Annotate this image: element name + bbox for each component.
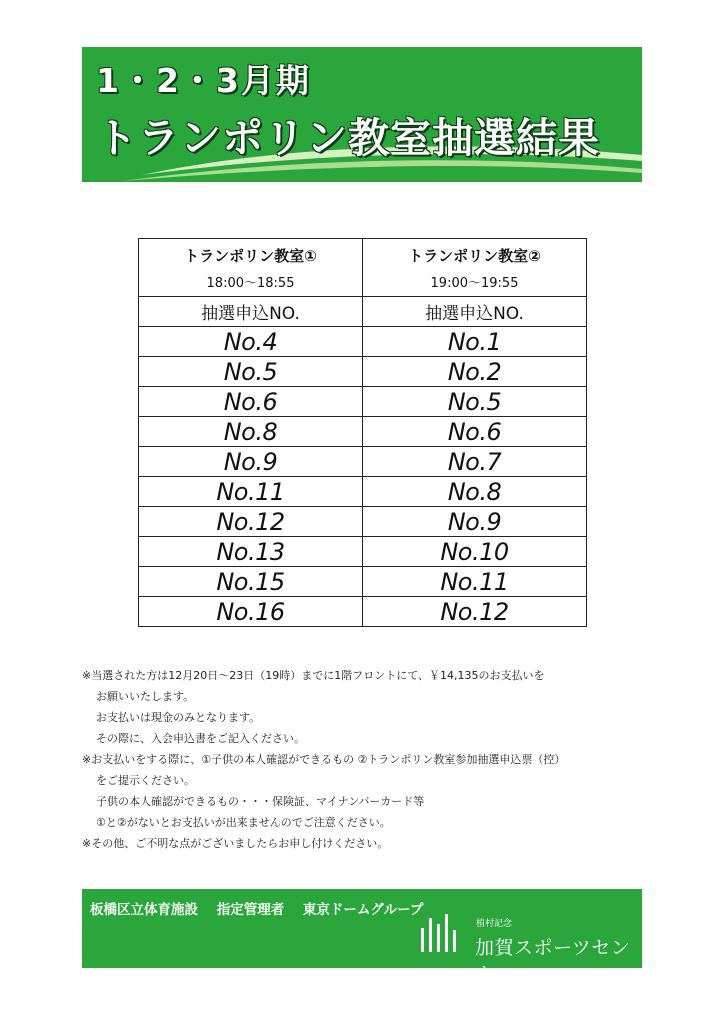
class2-number: No.7 [363,447,587,477]
class2-title: トランポリン教室② [408,246,541,265]
footer-banner [82,889,642,986]
class2-number: No.5 [363,387,587,417]
class1-number: No.5 [139,357,363,387]
class2-number: No.6 [363,417,587,447]
page-title: トランポリン教室抽選結果 [96,114,600,162]
center-logo-icon [419,914,469,954]
class1-number: No.11 [139,477,363,507]
class2-number: No.1 [363,327,587,357]
lottery-results-table [138,238,587,627]
note-line: ※お支払いをする際に、①子供の本人確認ができるもの ②トランポリン教室参加抽選申込票（控） [82,753,566,766]
title-banner [82,47,642,182]
table-row [139,597,587,627]
note-line: ※当選された方は12月20日～23日（19時）までに1階フロントにて、￥14,135のお支払いを [82,669,545,682]
class2-header [363,239,587,297]
class1-number: No.6 [139,387,363,417]
class1-number: No.8 [139,417,363,447]
table-row [139,357,587,387]
table-row [139,477,587,507]
manager-role: 指定管理者 [216,902,285,918]
table-row [139,327,587,357]
facility-name: 板橋区立体育施設 [90,902,198,918]
table-row [139,567,587,597]
class1-number: No.15 [139,567,363,597]
table-row [139,447,587,477]
class1-title: トランポリン教室① [184,246,317,265]
class2-number: No.10 [363,537,587,567]
note-line: ※その他、ご不明な点がございましたらお申し付けください。 [82,837,389,850]
operator-group: 東京ドームグループ [302,902,424,918]
operator-info [90,898,437,918]
class1-number: No.16 [139,597,363,627]
class1-number: No.9 [139,447,363,477]
table-row [139,417,587,447]
note-line: をご提示ください。 [96,774,195,787]
class2-time: 19:00～19:55 [430,275,519,291]
class2-number: No.12 [363,597,587,627]
note-line: お願いいたします。 [96,690,195,703]
class1-time: 18:00～18:55 [206,275,295,291]
logo-name: 加賀スポーツセンター [475,937,631,986]
logo-subtitle: 植村記念 [476,919,513,929]
table-row [139,507,587,537]
payment-notes [82,665,652,854]
table-subheader-row [139,297,587,327]
table-header-row [139,239,587,297]
note-line: その際に、入会申込書をご記入ください。 [96,732,305,745]
class2-number: No.11 [363,567,587,597]
note-line: 子供の本人確認ができるもの・・・保険証、マイナンバーカード等 [96,795,425,808]
class1-number: No.4 [139,327,363,357]
title-period: 1・2・3月期 [96,61,311,100]
class2-number: No.2 [363,357,587,387]
note-line: お支払いは現金のみとなります。 [96,711,261,724]
class1-header [139,239,363,297]
class2-number: No.9 [363,507,587,537]
table-row [139,537,587,567]
class1-number: No.12 [139,507,363,537]
class1-subheader: 抽選申込NO. [139,297,363,327]
note-line: ①と②がないとお支払いが出来ませんのでご注意ください。 [96,816,391,829]
class1-number: No.13 [139,537,363,567]
table-row [139,387,587,417]
class2-subheader: 抽選申込NO. [363,297,587,327]
class2-number: No.8 [363,477,587,507]
